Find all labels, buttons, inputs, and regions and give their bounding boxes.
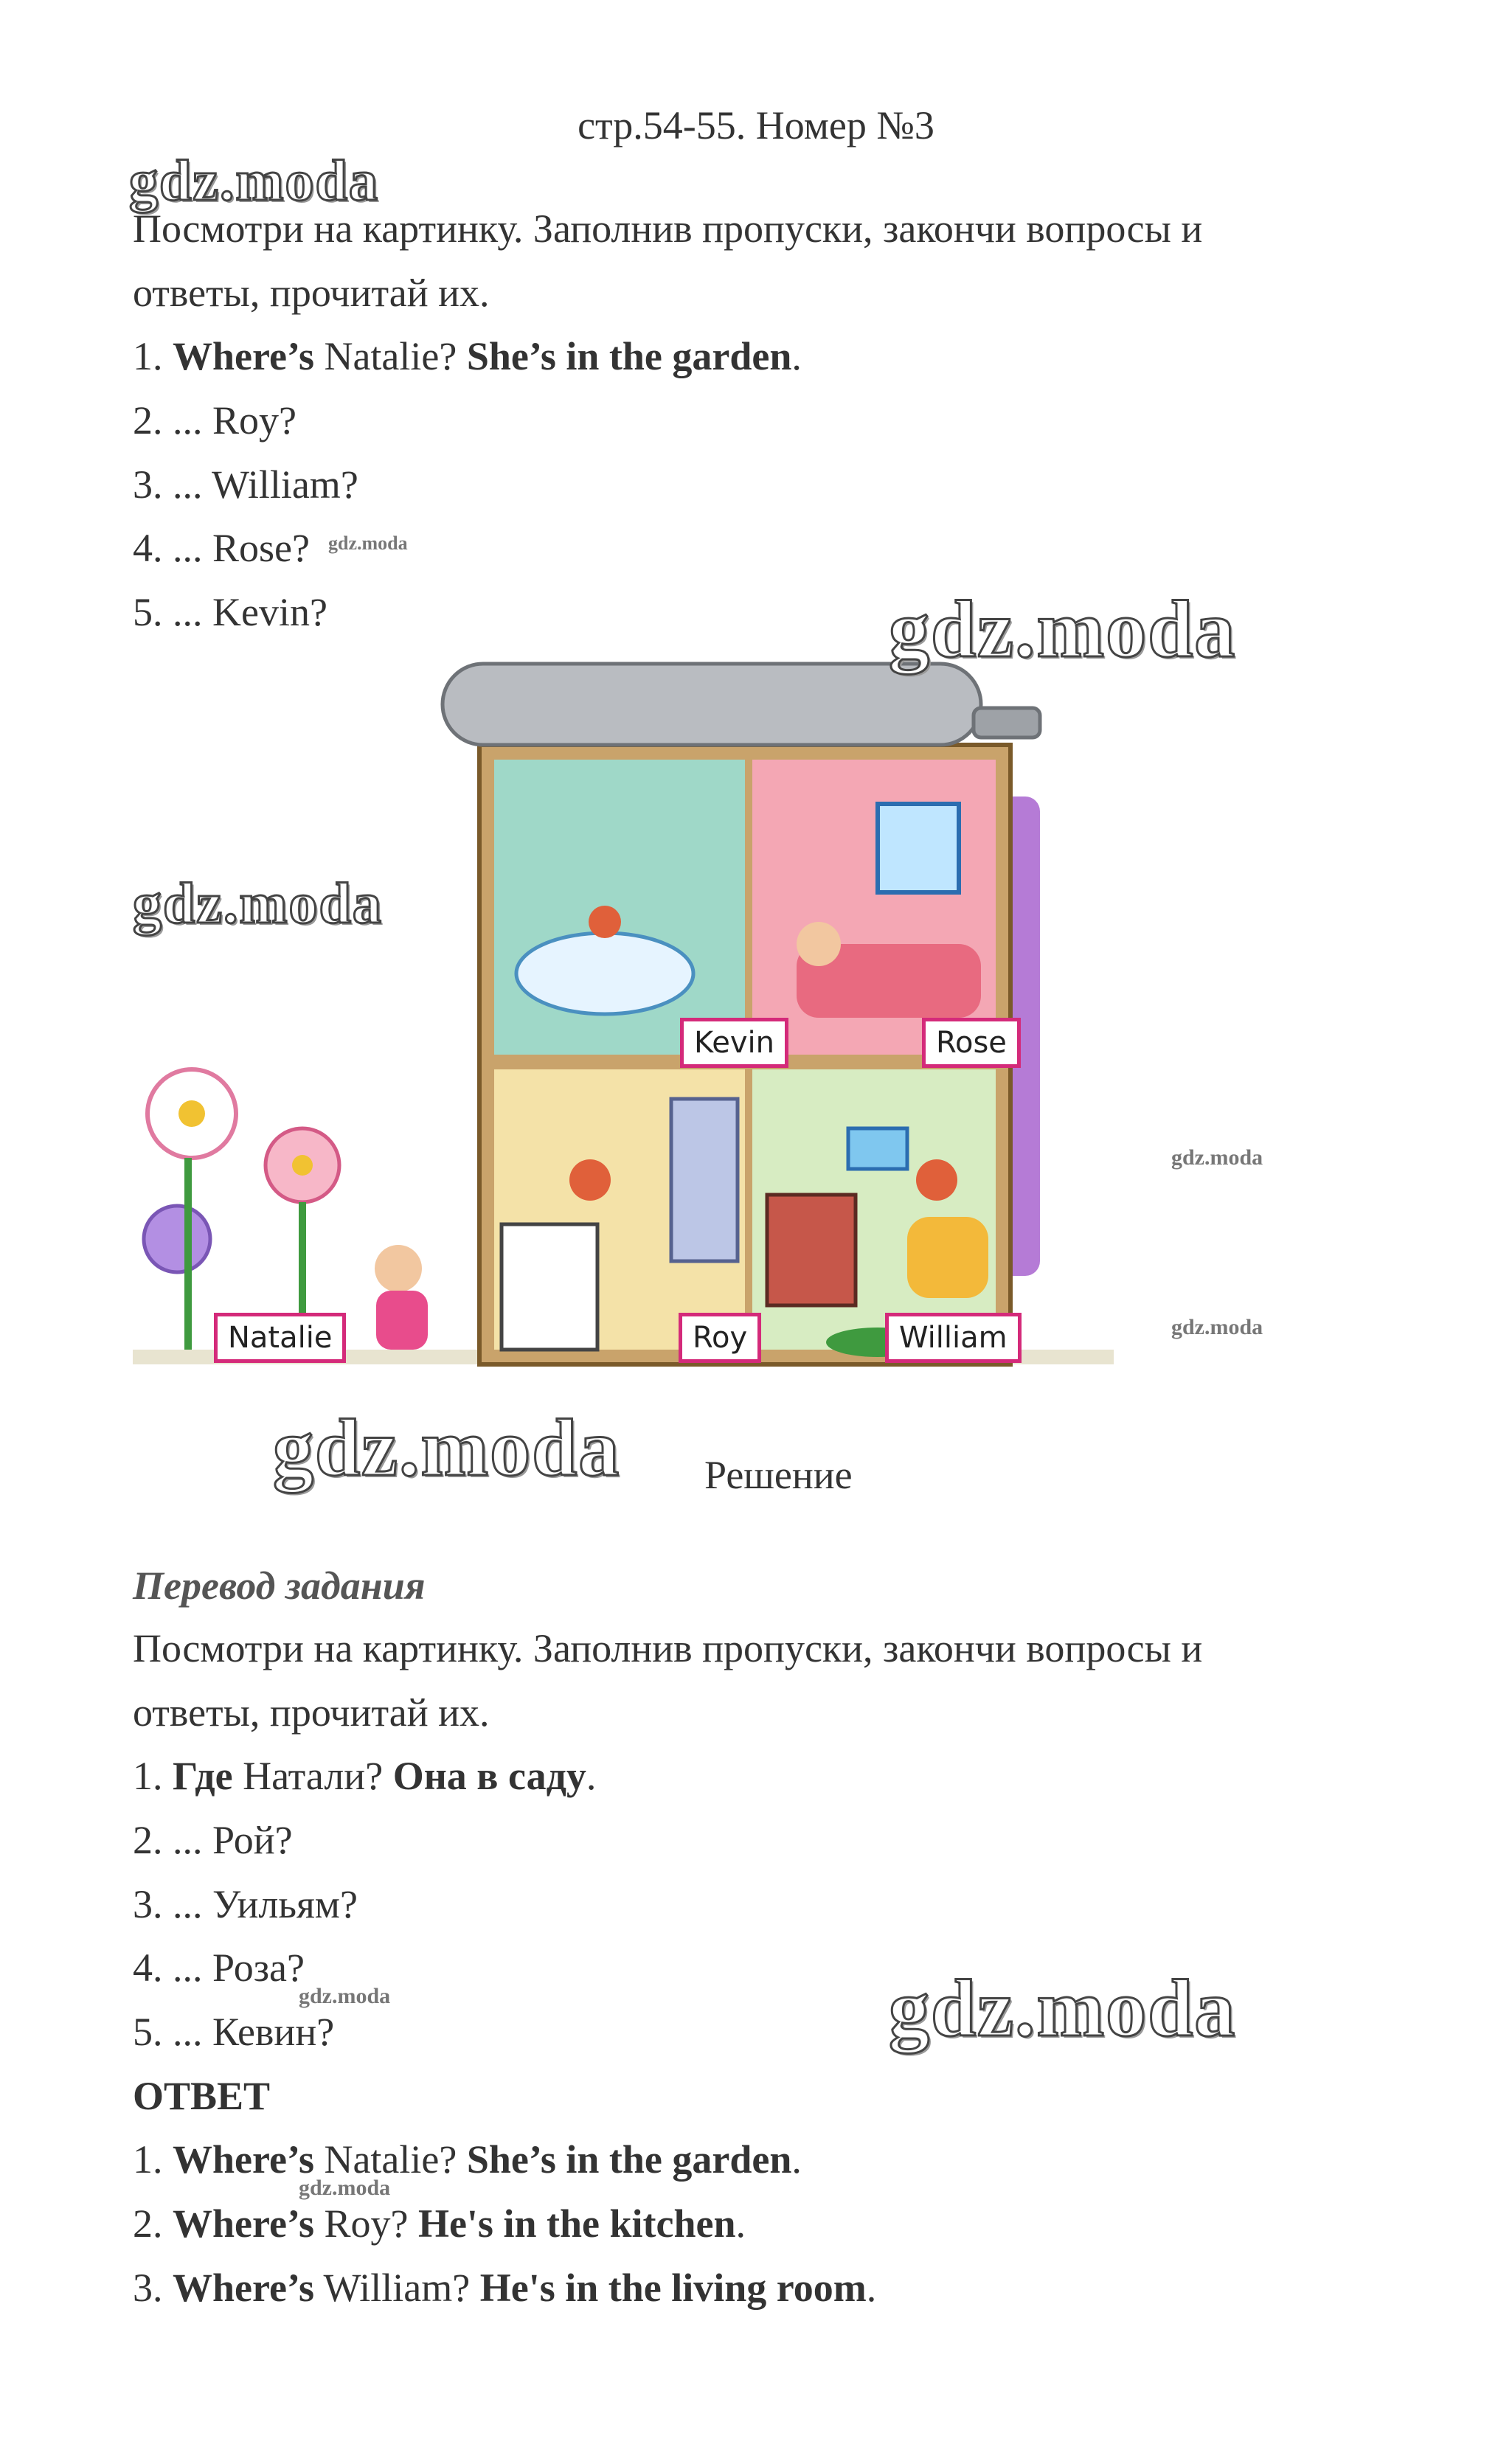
flower-center [292, 1155, 313, 1176]
task-item-3: 3. ... William? [133, 462, 358, 507]
task-instruction-line1: Посмотри на картинку. Заполнив пропуски, закончи вопросы и [133, 207, 1203, 251]
rose-figure [797, 922, 841, 966]
solution-label: Решение [704, 1453, 853, 1497]
period: . [791, 2137, 802, 2182]
label-roy: Roy [679, 1313, 761, 1363]
watermark-small: gdz.moda [299, 2176, 391, 2200]
question-word: Where’s [173, 2201, 314, 2246]
task-item-4: 4. ... Rose? [133, 526, 310, 570]
label-william: William [885, 1313, 1022, 1363]
answer-heading: ОТВЕТ [133, 2074, 271, 2118]
answer-item-2 [133, 2198, 746, 2249]
painting [848, 1128, 907, 1169]
answer-text: Она в саду [392, 1754, 586, 1798]
armchair [907, 1217, 988, 1298]
watermark: gdz.moda [273, 1403, 621, 1493]
person-name: Natalie? [324, 334, 457, 378]
period: . [735, 2201, 746, 2246]
period: . [586, 1754, 597, 1798]
answer-item-3 [133, 2262, 876, 2314]
person-name: William? [323, 2266, 471, 2310]
question-word: Where’s [173, 334, 314, 378]
item-number: 1. [133, 2137, 163, 2182]
answer-item-1 [133, 2134, 802, 2185]
task-item-5: 5. ... Kevin? [133, 590, 327, 634]
translation-item-2: 2. ... Рой? [133, 1818, 293, 1862]
item-number: 1. [133, 1754, 163, 1798]
task-item-2: 2. ... Roy? [133, 398, 296, 443]
period: . [866, 2266, 877, 2310]
house-illustration [133, 649, 1114, 1387]
watermark-small: gdz.moda [328, 532, 408, 554]
label-rose: Rose [922, 1018, 1021, 1068]
watermark-small: gdz.moda [1171, 1315, 1263, 1339]
task-item-1 [133, 330, 802, 382]
kevin-figure [589, 906, 621, 938]
answer-text: She’s in the garden [466, 334, 792, 378]
period: . [791, 334, 802, 378]
page-header: стр.54-55. Номер №3 [578, 103, 934, 148]
flower [144, 1206, 210, 1272]
answer-text: He's in the living room [479, 2266, 867, 2310]
stem [184, 1158, 192, 1350]
watermark: gdz.moda [133, 871, 383, 935]
natalie-figure [375, 1245, 422, 1292]
question-word: Where’s [173, 2137, 314, 2182]
watermark: gdz.moda [129, 148, 379, 212]
item-number: 2. [133, 2201, 163, 2246]
answer-text: He's in the kitchen [417, 2201, 736, 2246]
translation-item-1 [133, 1750, 596, 1802]
person-name: Natalie? [324, 2137, 457, 2182]
label-natalie: Natalie [214, 1313, 346, 1363]
fireplace [767, 1195, 856, 1305]
answer-text: She’s in the garden [466, 2137, 792, 2182]
question-word: Where’s [173, 2266, 314, 2310]
flower-center [178, 1100, 205, 1127]
label-kevin: Kevin [680, 1018, 788, 1068]
william-figure [916, 1159, 957, 1201]
item-number: 1. [133, 334, 163, 378]
translation-item-3: 3. ... Уильям? [133, 1882, 358, 1926]
natalie-dress [376, 1291, 428, 1350]
watermark: gdz.moda [889, 584, 1237, 674]
translation-instruction-line2: ответы, прочитай их. [133, 1690, 490, 1735]
bedroom-window [878, 804, 959, 892]
stove [502, 1224, 597, 1350]
person-name: Натали? [243, 1754, 384, 1798]
fridge [671, 1099, 738, 1261]
translation-item-5: 5. ... Кевин? [133, 2010, 335, 2054]
translation-instruction-line1: Посмотри на картинку. Заполнив пропуски, закончи вопросы и [133, 1626, 1203, 1670]
translation-item-4: 4. ... Роза? [133, 1946, 305, 1990]
translation-heading: Перевод задания [133, 1564, 426, 1608]
bathtub [516, 933, 693, 1014]
question-word: Где [173, 1754, 233, 1798]
item-number: 3. [133, 2266, 163, 2310]
roy-figure [569, 1159, 611, 1201]
watermark: gdz.moda [889, 1963, 1237, 2053]
watermark-small: gdz.moda [1171, 1145, 1263, 1170]
task-instruction-line2: ответы, прочитай их. [133, 271, 490, 315]
person-name: Roy? [324, 2201, 409, 2246]
roof-handle [974, 708, 1040, 738]
watermark-small: gdz.moda [299, 1984, 391, 2008]
